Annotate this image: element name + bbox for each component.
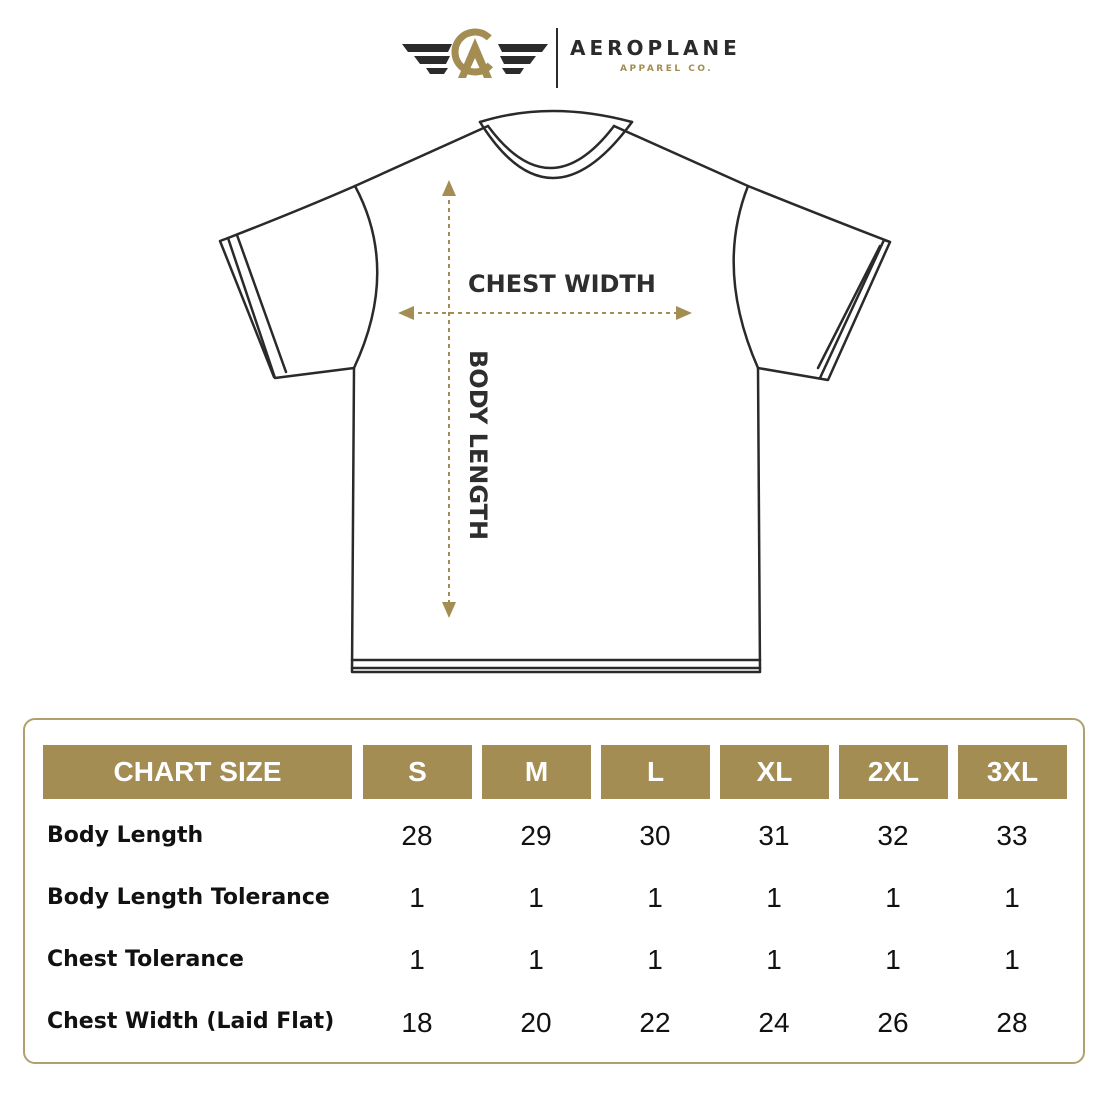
size-header-l: L [601, 745, 710, 799]
table-cell: 1 [647, 882, 663, 913]
size-header-3xl: 3XL [958, 745, 1067, 799]
table-cell: 1 [409, 944, 425, 975]
table-cell: 30 [639, 820, 671, 851]
table-cell: 28 [401, 820, 433, 851]
row-label-body-length: Body Length [47, 822, 204, 848]
table-cell: 1 [409, 882, 425, 913]
table-cell: 1 [885, 944, 901, 975]
table-cell: 1 [1004, 882, 1020, 913]
chart-size-header: CHART SIZE [43, 745, 352, 799]
table-cell: 18 [401, 1007, 433, 1038]
table-cell: 20 [520, 1007, 552, 1038]
table-cell: 1 [528, 882, 544, 913]
row-label-chest-tolerance: Chest Tolerance [47, 946, 244, 972]
table-cell: 33 [996, 820, 1028, 851]
chest-width-label: CHEST WIDTH [468, 270, 656, 298]
table-cell: 1 [885, 882, 901, 913]
brand-subtitle: APPAREL CO. [620, 64, 714, 74]
brand-logo [400, 24, 741, 94]
logo-divider [556, 28, 558, 88]
table-cell: 31 [758, 820, 790, 851]
size-header-xl: XL [720, 745, 829, 799]
table-cell: 1 [1004, 944, 1020, 975]
size-header-m: M [482, 745, 591, 799]
tshirt-outline [210, 108, 900, 688]
aeroplane-wings-icon [400, 24, 550, 90]
table-cell: 32 [877, 820, 909, 851]
brand-name: AEROPLANE [570, 36, 741, 60]
size-header-2xl: 2XL [839, 745, 948, 799]
table-cell: 1 [528, 944, 544, 975]
table-cell: 1 [766, 882, 782, 913]
table-cell: 26 [877, 1007, 909, 1038]
table-cell: 1 [647, 944, 663, 975]
body-length-label: BODY LENGTH [464, 350, 492, 541]
row-label-body-length-tolerance: Body Length Tolerance [47, 884, 330, 910]
row-label-chest-width: Chest Width (Laid Flat) [47, 1008, 335, 1034]
table-cell: 22 [639, 1007, 671, 1038]
table-cell: 29 [520, 820, 552, 851]
table-cell: 24 [758, 1007, 790, 1038]
table-cell: 28 [996, 1007, 1028, 1038]
size-header-s: S [363, 745, 472, 799]
table-cell: 1 [766, 944, 782, 975]
